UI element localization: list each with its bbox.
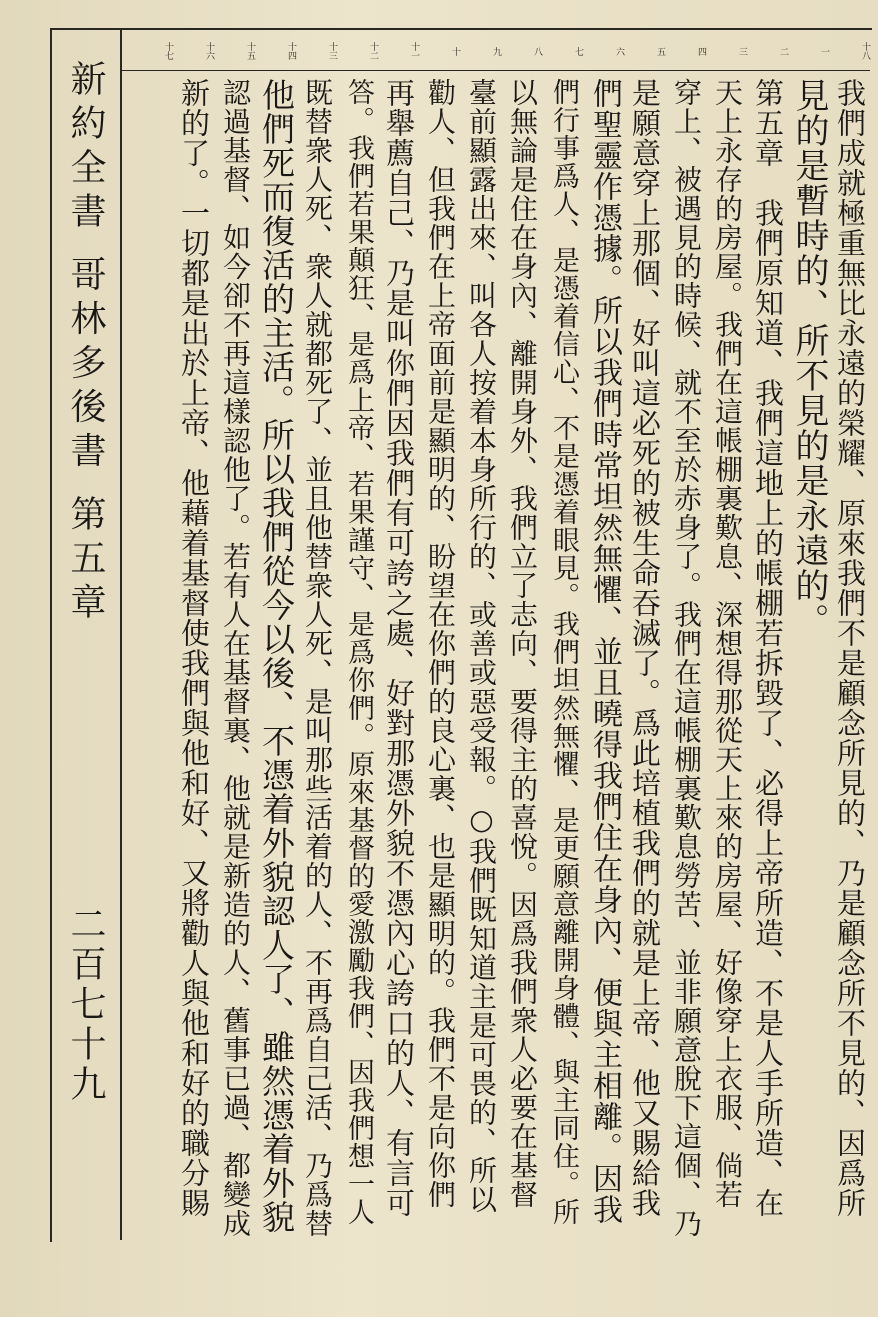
ruler-number: 十五 <box>245 42 255 60</box>
ruler-number: 二 <box>778 46 788 56</box>
ruler-number: 十七 <box>163 42 173 60</box>
ruler-number: 五 <box>655 46 665 56</box>
text-column: 新的了。一切都是出於上帝、他藉着基督使我們與他和好、又將勸人與他和好的職分賜 <box>177 78 211 1218</box>
text-column: 既替衆人死、衆人就都死了、並且他替衆人死、是叫那些活着的人、不再爲自己活、乃爲替 <box>301 78 334 1238</box>
text-column: 天上永存的房屋。我們在這帳棚裏歎息、深想得那從天上來的房屋、好像穿上衣服、倘若 <box>711 78 744 1209</box>
text-column: 臺前顯露出來、叫各人按着本身所行的、或善或惡受報。○我們既知道主是可畏的、所以 <box>465 78 498 1214</box>
ruler-number: 十 <box>450 46 460 56</box>
text-column: 是願意穿上那個、好叫這必死的被生命吞滅了。爲此培植我們的就是上帝、他又賜給我 <box>628 78 662 1218</box>
ruler-number: 八 <box>532 46 542 56</box>
text-column: 認過基督、如今卻不再這樣認他了。若有人在基督裏、他就是新造的人、舊事已過、都變成 <box>219 78 252 1238</box>
text-column: 見的是暫時的、所不見的是永遠的。 <box>789 78 829 638</box>
ruler-number: 十六 <box>204 42 214 60</box>
ruler-number: 十二 <box>368 42 378 60</box>
text-column: 他們死而復活的主活。所以我們從今以後、不憑着外貌認人了、雖然憑着外貌 <box>257 78 296 1234</box>
text-column: 以無論是住在身內、離開身外、我們立了志向、要得主的喜悅。因爲我們衆人必要在基督 <box>506 78 539 1209</box>
ruler-number: 十一 <box>409 42 419 60</box>
text-column: 勸人、但我們在上帝面前是顯明的、盼望在你們的良心裏、也是顯明的。我們不是向你們 <box>424 78 457 1209</box>
ruler-number: 三 <box>737 46 747 56</box>
running-head: 新約全書 哥林多後書 第五章 <box>65 60 106 627</box>
ruler-number: 七 <box>573 46 583 56</box>
page-number: 二百七十九 <box>65 905 106 1105</box>
text-column: 們聖靈作憑據。所以我們時常坦然無懼、並且曉得我們住在身內、便與主相離。因我 <box>587 78 622 1225</box>
text-column: 再舉薦自己、乃是叫你們因我們有可誇之處、好對那憑外貌不憑內心誇口的人、有言可 <box>382 78 416 1218</box>
text-column: 穿上、被遇見的時候、就不至於赤身了。我們在這帳棚裏歎息勞苦、並非願意脫下這個、乃 <box>670 78 703 1238</box>
ruler-baseline <box>120 70 870 71</box>
ruler-number: 九 <box>491 46 501 56</box>
ruler-number: 四 <box>696 46 706 56</box>
ruler-number: 六 <box>614 46 624 56</box>
margin-rule <box>120 28 122 1240</box>
text-column: 答。我們若果顛狂、是爲上帝、若果謹守、是爲你們。原來基督的愛激勵我們、因我們想一人 <box>343 78 374 1226</box>
ruler-number: 十八 <box>860 42 870 60</box>
ruler-number: 十三 <box>327 42 337 60</box>
text-column: 我們成就極重無比永遠的榮耀、原來我們不是顧念所見的、乃是顧念所不見的、因爲所 <box>833 78 867 1218</box>
text-column: 們行事爲人、是憑着信心、不是憑着眼見。我們坦然無懼、是更願意離開身體、與主同住。所 <box>548 78 579 1226</box>
text-column: 第五章 我們原知道、我們這地上的帳棚若拆毀了、必得上帝所造、不是人手所造、在 <box>751 78 785 1218</box>
column-number-ruler <box>122 34 870 70</box>
ruler-number: 一 <box>819 46 829 56</box>
ruler-number: 十四 <box>286 42 296 60</box>
